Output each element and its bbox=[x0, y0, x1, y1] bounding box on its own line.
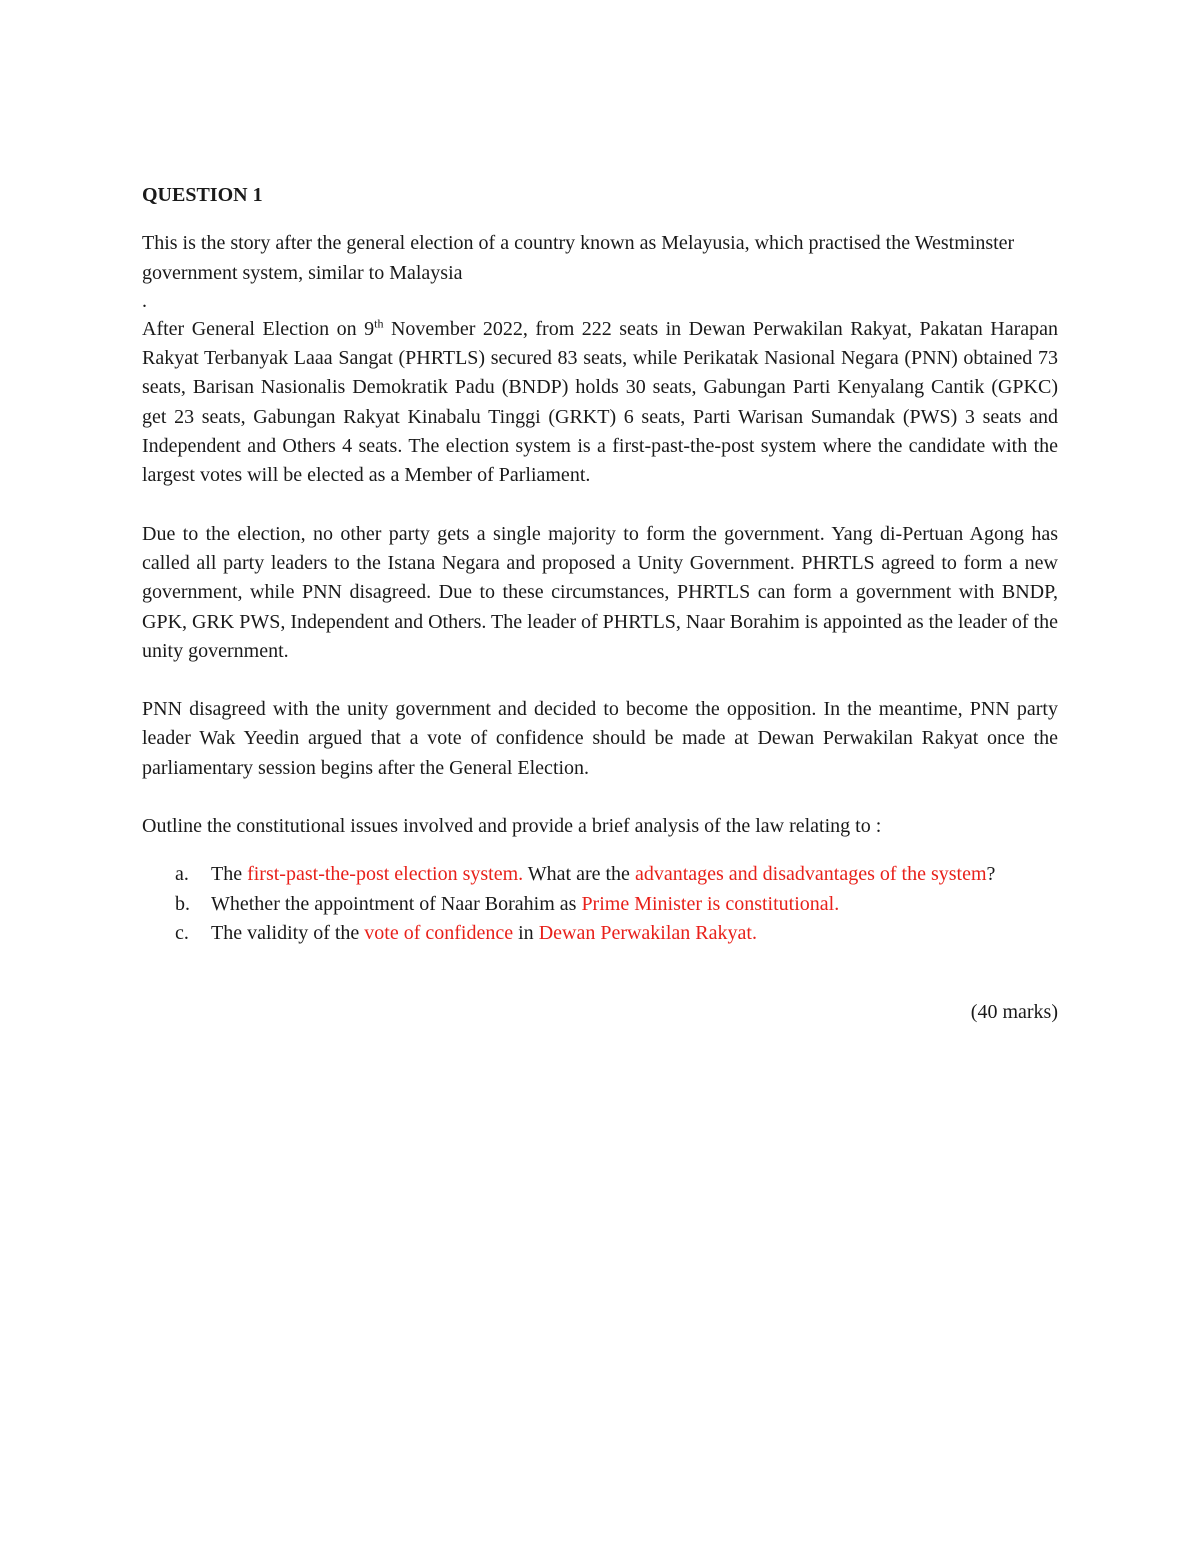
unity-government-paragraph: Due to the election, no other party gets a single majority to form the government. Yang di-Pertuan Agong has called all party leaders to the Istana Negara and proposed a Unity Government. PHRTLS agreed to form a new government, while PNN disagreed. Due to these circumstances, PHRTLS can form a government with BNDP, GPK, GRK PWS, Independent and Others. The leader of PHRTLS, Naar Borahim is appointed as the leader of the unity government. bbox=[142, 522, 1058, 662]
list-marker: a. bbox=[175, 863, 189, 886]
para1-text-start: After General Election on 9 bbox=[142, 317, 375, 340]
highlighted-text: Dewan Perwakilan Rakyat. bbox=[538, 921, 757, 944]
list-text: The validity of the bbox=[211, 921, 365, 944]
highlighted-text: advantages and disadvantages of the system bbox=[634, 863, 987, 886]
paragraph-spacer bbox=[142, 841, 1058, 860]
marks-label: (40 marks) bbox=[970, 1001, 1058, 1024]
list-text: Whether the appointment of Naar Borahim as bbox=[211, 892, 582, 915]
list-marker: b. bbox=[175, 892, 190, 915]
paragraph-spacer bbox=[142, 666, 1058, 695]
paragraph-spacer bbox=[142, 491, 1058, 520]
list-text: The bbox=[211, 863, 248, 886]
para1-text-rest: November 2022, from 222 seats in Dewan Perwakilan Rakyat, Pakatan Harapan Rakyat Terbanyak Laaa Sangat (PHRTLS) secured 83 seats, while Perikatak Nasional Negara (PNN) obtained 73 seats, Barisan Nasionalis Demokratik Padu (BNDP) holds 30 seats, Gabungan Parti Kenyalang Cantik (GPKC) get 23 seats, Gabungan Rakyat Kinabalu Tinggi (GRKT) 6 seats, Parti Warisan Sumandak (PWS) 3 seats and Independent and Others 4 seats. The election system is a first-past-the-post system where the candidate with the largest votes will be elected as a Member of Parliament. bbox=[142, 317, 1058, 487]
list-text: ? bbox=[986, 863, 996, 886]
question-document bbox=[142, 181, 1058, 1028]
highlighted-text: first-past-the-post election system. bbox=[247, 863, 524, 886]
instruction-text: Outline the constitutional issues involved and provide a brief analysis of the law relating to : bbox=[142, 815, 882, 838]
list-text: in bbox=[513, 921, 539, 944]
list-marker: c. bbox=[175, 921, 189, 944]
opposition-paragraph: PNN disagreed with the unity government and decided to become the opposition. In the meantime, PNN party leader Wak Yeedin argued that a vote of confidence should be made at Dewan Perwakilan Rakyat once the parliamentary session begins after the General Election. bbox=[142, 698, 1058, 779]
intro-dot: . bbox=[142, 289, 147, 312]
sub-question-c bbox=[142, 919, 1058, 948]
intro-paragraph: This is the story after the general election of a country known as Melayusia, which practised the Westminster government system, similar to Malaysia bbox=[142, 232, 1015, 284]
election-results-paragraph bbox=[142, 315, 1058, 491]
sub-question-list bbox=[142, 860, 1058, 948]
highlighted-text: vote of confidence bbox=[364, 921, 514, 944]
paragraph-spacer bbox=[142, 948, 1058, 998]
sub-question-a bbox=[142, 860, 1058, 889]
paragraph-spacer bbox=[142, 783, 1058, 812]
question-title: QUESTION 1 bbox=[142, 184, 263, 206]
list-text: What are the bbox=[523, 863, 635, 886]
ordinal-suffix: th bbox=[374, 316, 384, 331]
sub-question-b bbox=[142, 890, 1058, 919]
highlighted-text: Prime Minister is constitutional. bbox=[581, 892, 840, 915]
